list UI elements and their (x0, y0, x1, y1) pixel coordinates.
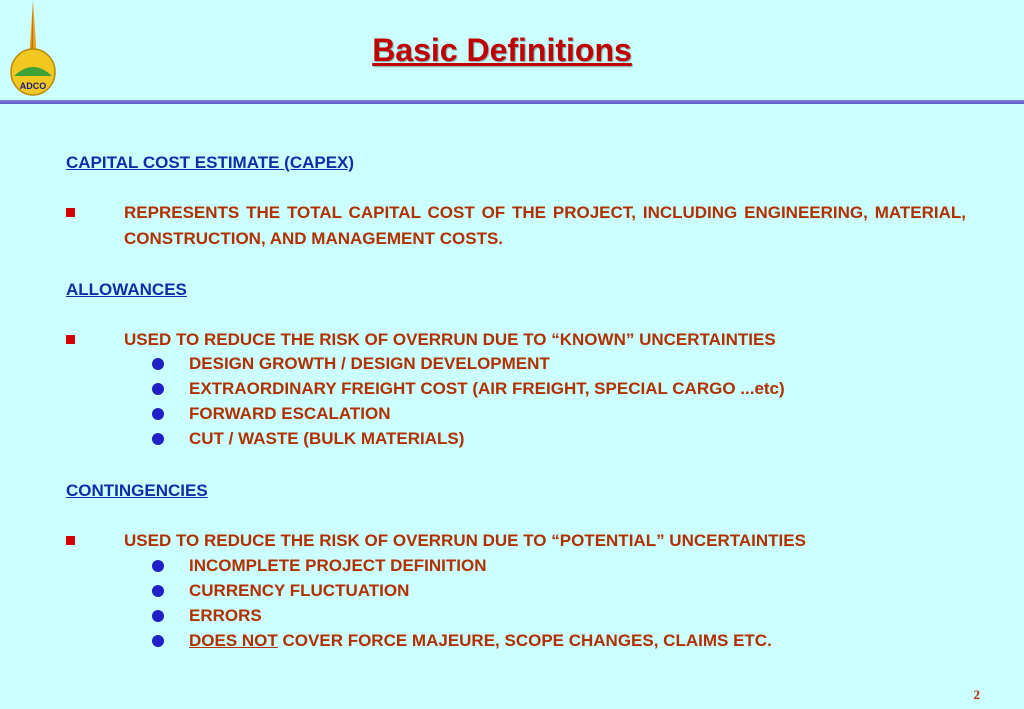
capex-definition: REPRESENTS THE TOTAL CAPITAL COST OF THE PROJECT, INCLUDING ENGINEERING, MATERIAL, CONSTRUCTION, AND MANAGEMENT COSTS. (124, 203, 966, 248)
contingency-item: INCOMPLETE PROJECT DEFINITION (189, 556, 487, 575)
title-divider (0, 100, 1024, 104)
heading-capex: CAPITAL COST ESTIMATE (CAPEX) (66, 153, 355, 172)
allowance-item: FORWARD ESCALATION (189, 404, 391, 423)
contingency-item: CURRENCY FLUCTUATION (189, 581, 410, 600)
heading-allowances: ALLOWANCES (66, 280, 187, 299)
allowance-item: EXTRAORDINARY FREIGHT COST (AIR FREIGHT, SPECIAL CARGO ...etc) (189, 379, 785, 398)
round-bullet-icon (152, 383, 164, 395)
contingency-item: ERRORS (189, 606, 262, 625)
page-title: Basic Definitions (372, 32, 632, 68)
heading-contingencies: CONTINGENCIES (66, 481, 208, 500)
allowance-item: DESIGN GROWTH / DESIGN DEVELOPMENT (189, 354, 550, 373)
allowance-item: CUT / WASTE (BULK MATERIALS) (189, 429, 465, 448)
round-bullet-icon (152, 358, 164, 370)
contingency-exclusion-item (189, 631, 772, 651)
square-bullet-icon (66, 536, 75, 545)
round-bullet-icon (152, 585, 164, 597)
page-number: 2 (973, 687, 980, 702)
round-bullet-icon (152, 610, 164, 622)
round-bullet-icon (152, 635, 164, 647)
emphasis-does-not: DOES NOT (189, 631, 278, 650)
round-bullet-icon (152, 433, 164, 445)
square-bullet-icon (66, 335, 75, 344)
logo-text: ADCO (19, 81, 47, 91)
square-bullet-icon (66, 208, 75, 217)
exclusion-text: COVER FORCE MAJEURE, SCOPE CHANGES, CLAIMS ETC. (277, 631, 772, 650)
allowances-definition: USED TO REDUCE THE RISK OF OVERRUN DUE TO “KNOWN” UNCERTAINTIES (124, 330, 776, 349)
round-bullet-icon (152, 408, 164, 420)
contingencies-definition: USED TO REDUCE THE RISK OF OVERRUN DUE TO “POTENTIAL” UNCERTAINTIES (124, 531, 806, 550)
round-bullet-icon (152, 560, 164, 572)
